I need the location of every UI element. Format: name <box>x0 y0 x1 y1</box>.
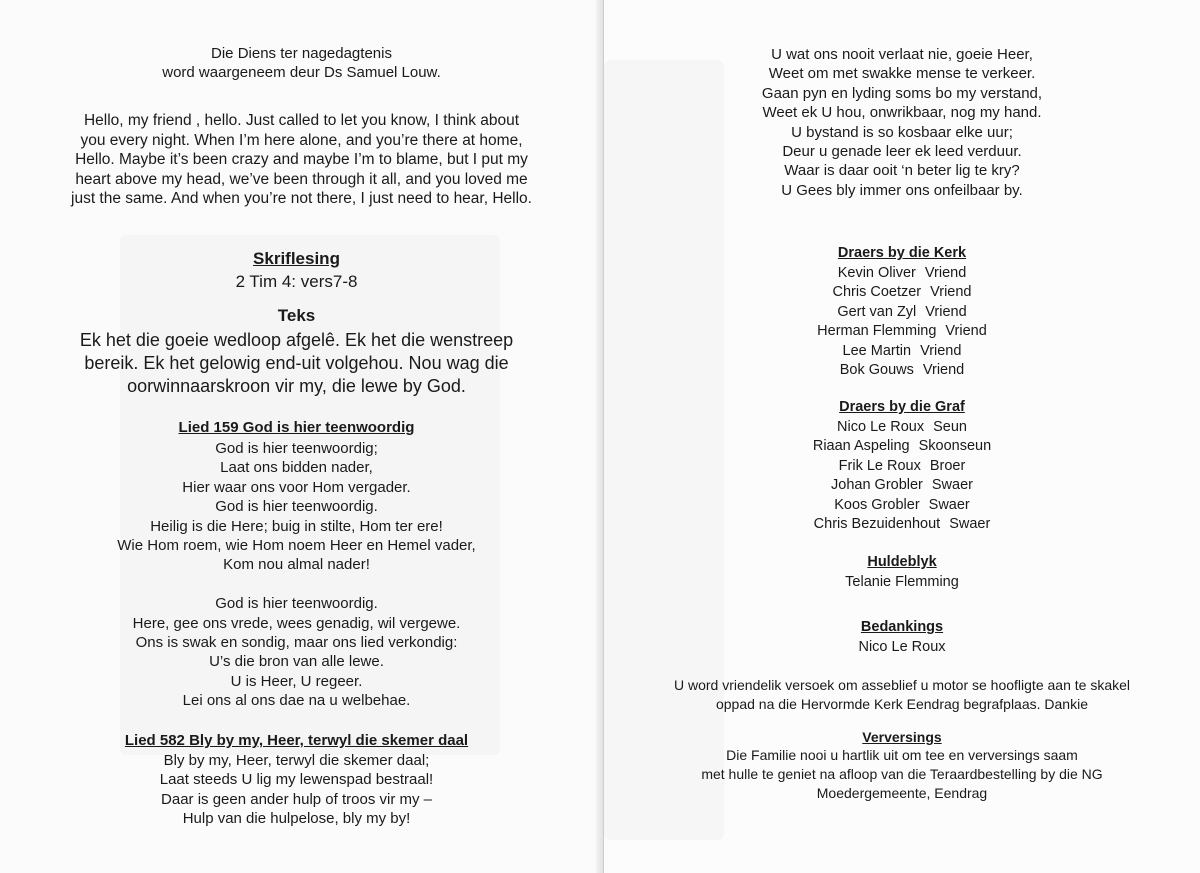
pallbearer-row <box>604 457 1200 476</box>
lyric-line: U is Heer, U regeer. <box>230 672 363 690</box>
pallbearer-name: Kevin Oliver <box>837 265 916 281</box>
verse-line: Weet om met swakke mense te verkeer. <box>768 65 1036 83</box>
pallbearer-row <box>604 496 1200 515</box>
lyric-line: God is hier teenwoordig. <box>215 498 378 516</box>
verse-line: U wat ons nooit verlaat nie, goeie Heer, <box>771 46 1033 63</box>
right-page <box>604 0 1200 873</box>
lyric-line: Ons is swak en sondig, maar ons lied verkondig: <box>135 634 458 652</box>
refreshments-line: met hulle te geniet na afloop van die Teraardbestelling by die NG <box>701 766 1103 782</box>
pallbearer-row <box>604 476 1200 495</box>
pallbearer-name: Johan Grobler <box>831 477 923 494</box>
pallbearer-name: Bok Gouws <box>839 362 914 379</box>
pallbearer-relation: Vriend <box>945 323 987 340</box>
lyric-line: God is hier teenwoordig; <box>215 440 378 457</box>
verse-line: Waar is daar ooit ‘n beter lig te kry? <box>784 162 1020 180</box>
headlights-notice <box>604 676 1200 714</box>
poem-line: Hello, my friend , hello. Just called to let you know, I think about <box>83 112 520 129</box>
refreshments-heading: Verversings <box>862 729 942 745</box>
lyric-line: Heilig is die Here; buig in stilte, Hom ter ere! <box>150 517 443 535</box>
refreshments-line: Moedergemeente, Eendrag <box>816 785 988 801</box>
pallbearer-row <box>604 283 1200 302</box>
pallbearer-name: Lee Martin <box>842 342 912 359</box>
pallbearer-name: Nico Le Roux <box>837 419 925 435</box>
pallbearers-church-list <box>604 264 1200 380</box>
lyric-line: Laat ons bidden nader, <box>220 459 373 477</box>
lyric-line: Lei ons al ons dae na u welbehae. <box>182 692 411 710</box>
scripture-reference: 2 Tim 4: vers7-8 <box>235 272 358 291</box>
lyric-line: U’s die bron van alle lewe. <box>209 653 384 671</box>
pallbearer-relation: Vriend <box>924 265 967 281</box>
pallbearer-name: Chris Bezuidenhout <box>813 516 941 533</box>
pallbearers-church-heading: Draers by die Kerk <box>837 245 967 261</box>
thanks-heading: Bedankings <box>860 619 944 635</box>
pallbearer-row <box>604 264 1200 283</box>
pallbearer-row <box>604 322 1200 341</box>
verse-line: U bystand is so kosbaar elke uur; <box>791 123 1013 141</box>
scripture-text-line: Ek het die goeie wedloop afgelê. Ek het die wenstreep <box>79 330 514 350</box>
song-582-lyrics <box>0 751 593 829</box>
pallbearer-relation: Vriend <box>930 284 972 301</box>
tribute-name: Telanie Flemming <box>845 574 959 590</box>
pallbearer-relation: Vriend <box>925 303 967 320</box>
intro-line: word waargeneem deur Ds Samuel Louw. <box>162 64 441 81</box>
service-intro <box>0 44 603 82</box>
song-582-title: Lied 582 Bly by my, Heer, terwyl die skemer daal <box>124 732 469 749</box>
pallbearer-relation: Vriend <box>922 362 965 379</box>
lyric-line: God is hier teenwoordig. <box>215 595 378 613</box>
pallbearer-name: Koos Grobler <box>834 496 920 513</box>
poem-line: heart above my head, we’ve been through it all, and you loved me <box>75 170 528 188</box>
pallbearer-relation: Skoonseun <box>918 438 992 455</box>
pallbearer-name: Herman Flemming <box>817 323 937 340</box>
scripture-heading: Skriflesing <box>253 249 340 268</box>
scripture-text <box>0 329 593 398</box>
lyric-line: Hier waar ons voor Hom vergader. <box>182 478 411 496</box>
thanks-name: Nico Le Roux <box>858 639 946 655</box>
hello-poem <box>0 111 603 209</box>
lyric-line: Wie Hom roem, wie Hom noem Heer en Hemel vader, <box>117 537 476 555</box>
pallbearer-relation: Swaer <box>928 496 970 513</box>
pallbearer-row <box>604 515 1200 534</box>
pallbearer-name: Frik Le Roux <box>838 457 921 474</box>
stanza-gap <box>0 575 593 594</box>
pallbearer-relation: Swaer <box>949 516 991 533</box>
pallbearer-row <box>604 361 1200 380</box>
pallbearer-name: Chris Coetzer <box>832 284 922 301</box>
pallbearers-grave-heading: Draers by die Graf <box>839 399 965 415</box>
refreshments-text <box>604 746 1200 803</box>
notice-line: oppad na die Hervormde Kerk Eendrag begrafplaas. Dankie <box>715 696 1088 712</box>
lyric-line: Daar is geen ander hulp of troos vir my – <box>161 790 432 808</box>
pallbearer-row <box>604 437 1200 456</box>
verse-line: Gaan pyn en lyding soms bo my verstand, <box>761 84 1043 102</box>
song-159-title: Lied 159 God is hier teenwoordig <box>178 419 415 436</box>
hymn-continuation <box>604 45 1200 200</box>
pallbearer-row <box>604 418 1200 437</box>
poem-line: Hello. Maybe it’s been crazy and maybe I’m to blame, but I put my <box>75 151 528 168</box>
lyric-line: Kom nou almal nader! <box>223 556 370 574</box>
verse-line: Deur u genade leer ek leed verduur. <box>782 143 1022 161</box>
lyric-line: Bly by my, Heer, terwyl die skemer daal; <box>163 752 430 769</box>
pallbearer-relation: Seun <box>933 419 967 435</box>
scripture-text-line: bereik. Ek het gelowig end-uit volgehou. Nou wag die <box>84 353 509 373</box>
verse-line: Weet ek U hou, onwrikbaar, nog my hand. <box>762 104 1042 122</box>
verse-line: U Gees bly immer ons onfeilbaar by. <box>781 181 1023 199</box>
text-heading: Teks <box>277 306 316 325</box>
pallbearers-grave-list <box>604 418 1200 534</box>
poem-line: you every night. When I’m here alone, and you’re there at home, <box>80 131 523 149</box>
song-159-lyrics <box>0 439 593 711</box>
refreshments-line: Die Familie nooi u hartlik uit om tee en verversings saam <box>726 747 1078 763</box>
scripture-text-line: oorwinnaarskroon vir my, die lewe by God. <box>127 376 466 396</box>
poem-line: just the same. And when you’re not there, I just need to hear, Hello. <box>71 190 532 207</box>
lyric-line: Laat steeds U lig my lewenspad bestraal! <box>159 771 434 789</box>
lyric-line: Here, gee ons vrede, wees genadig, wil vergewe. <box>132 614 461 632</box>
pallbearer-name: Riaan Aspeling <box>812 438 910 455</box>
pallbearer-relation: Vriend <box>920 342 962 359</box>
intro-line: Die Diens ter nagedagtenis <box>211 45 392 62</box>
tribute-heading: Huldeblyk <box>867 554 937 570</box>
pallbearer-name: Gert van Zyl <box>837 303 917 320</box>
pallbearer-row <box>604 303 1200 322</box>
pallbearer-row <box>604 342 1200 361</box>
pallbearer-relation: Swaer <box>931 477 973 494</box>
pallbearer-relation: Broer <box>929 457 966 474</box>
notice-line: U word vriendelik versoek om asseblief u motor se hoofligte aan te skakel <box>674 677 1130 693</box>
lyric-line: Hulp van die hulpelose, bly my by! <box>182 810 411 828</box>
